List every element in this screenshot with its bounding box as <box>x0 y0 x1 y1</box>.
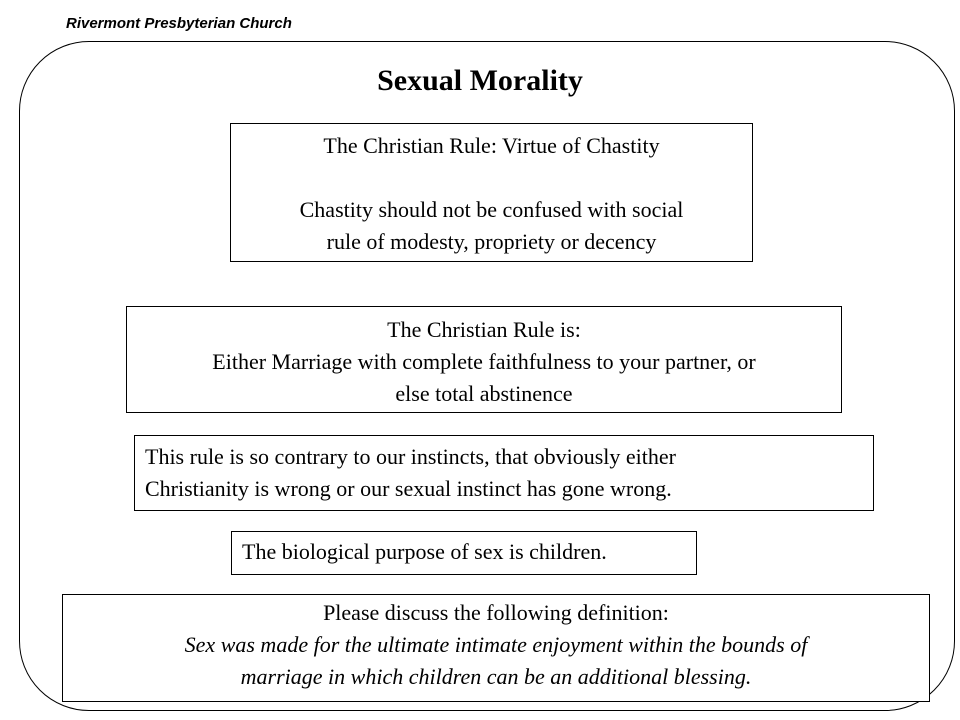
spacer <box>231 162 752 194</box>
instincts-line-1: This rule is so contrary to our instincts, that obviously either <box>145 444 676 469</box>
biological-purpose-box <box>231 531 697 575</box>
chastity-heading: The Christian Rule: Virtue of Chastity <box>323 133 660 158</box>
christian-rule-line-2: else total abstinence <box>395 381 573 406</box>
discussion-box <box>62 594 930 702</box>
definition-line-1: Sex was made for the ultimate intimate enjoyment within the bounds of <box>184 632 808 657</box>
biological-purpose-text: The biological purpose of sex is children. <box>242 539 607 564</box>
christian-rule-heading: The Christian Rule is: <box>387 317 581 342</box>
christian-rule-line-1: Either Marriage with complete faithfulness to your partner, or <box>212 349 756 374</box>
chastity-rule-box <box>230 123 753 262</box>
slide-title: Sexual Morality <box>377 64 583 97</box>
discussion-prompt: Please discuss the following definition: <box>323 600 669 625</box>
definition-line-2: marriage in which children can be an additional blessing. <box>240 664 752 689</box>
instincts-box <box>134 435 874 511</box>
chastity-note-line-2: rule of modesty, propriety or decency <box>326 229 657 254</box>
instincts-line-2: Christianity is wrong or our sexual instinct has gone wrong. <box>145 476 672 501</box>
christian-rule-box <box>126 306 842 413</box>
chastity-note-line-1: Chastity should not be confused with social <box>299 197 684 222</box>
church-name: Rivermont Presbyterian Church <box>66 15 292 32</box>
